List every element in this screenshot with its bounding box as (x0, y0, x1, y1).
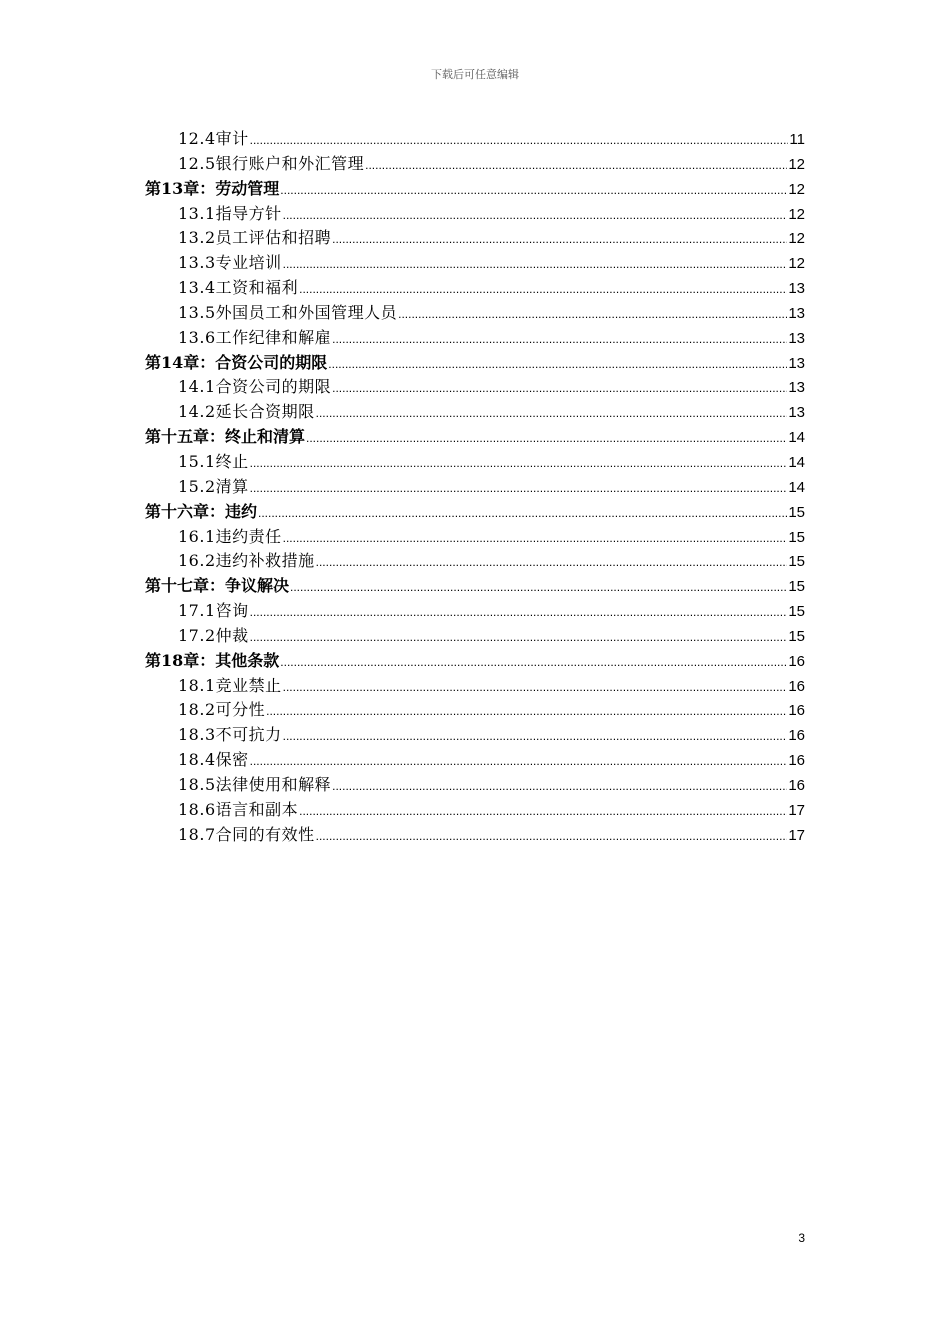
toc-entry-title: 14.1合资公司的期限 (178, 377, 332, 397)
toc-dot-leader (283, 252, 788, 277)
toc-entry[interactable] (145, 723, 805, 748)
toc-entry[interactable] (145, 525, 805, 550)
toc-entry-title: 第13章：劳动管理 (145, 178, 280, 198)
toc-dot-leader (332, 227, 787, 252)
toc-entry[interactable] (145, 773, 805, 798)
page-number: 3 (798, 1231, 805, 1245)
toc-entry-page: 16 (788, 652, 805, 670)
toc-entry-title: 17.1咨询 (178, 601, 249, 621)
toc-entry-page: 14 (788, 453, 805, 471)
toc-dot-leader (398, 302, 787, 327)
toc-chapter-entry[interactable] (145, 649, 805, 674)
toc-entry-page: 13 (788, 379, 805, 397)
toc-dot-leader (250, 600, 788, 625)
toc-entry-title: 第18章：其他条款 (145, 650, 280, 670)
toc-dot-leader (283, 526, 788, 551)
toc-chapter-entry[interactable] (145, 500, 805, 525)
toc-entry-title: 16.1违约责任 (178, 526, 282, 546)
toc-chapter-entry[interactable] (145, 425, 805, 450)
toc-entry-title: 15.1终止 (178, 451, 249, 471)
toc-entry[interactable] (145, 301, 805, 326)
toc-entry-title: 18.4保密 (178, 750, 249, 770)
toc-entry-page: 17 (788, 801, 805, 819)
toc-entry-title: 13.2员工评估和招聘 (178, 228, 332, 248)
toc-entry-title: 第14章：合资公司的期限 (145, 352, 328, 372)
toc-dot-leader (283, 675, 788, 700)
toc-entry-title: 14.2延长合资期限 (178, 402, 315, 422)
toc-dot-leader (280, 178, 787, 203)
toc-entry[interactable] (145, 674, 805, 699)
toc-entry-title: 18.1竞业禁止 (178, 675, 282, 695)
toc-entry-title: 16.2违约补救措施 (178, 551, 315, 571)
toc-entry-page: 12 (788, 255, 805, 273)
toc-entry[interactable] (145, 202, 805, 227)
toc-entry-page: 15 (788, 627, 805, 645)
toc-entry-page: 15 (788, 503, 805, 521)
toc-entry-page: 13 (788, 329, 805, 347)
toc-chapter-entry[interactable] (145, 351, 805, 376)
toc-entry-page: 12 (788, 180, 805, 198)
toc-entry-page: 13 (788, 304, 805, 322)
toc-entry-page: 16 (788, 776, 805, 794)
toc-entry[interactable] (145, 127, 805, 152)
toc-entry-title: 13.1指导方针 (178, 203, 282, 223)
toc-entry-title: 18.7合同的有效性 (178, 824, 315, 844)
toc-dot-leader (290, 575, 787, 600)
toc-entry-title: 第十五章：终止和清算 (145, 427, 306, 447)
toc-dot-leader (266, 699, 787, 724)
toc-entry[interactable] (145, 226, 805, 251)
toc-entry-page: 17 (788, 826, 805, 844)
toc-entry[interactable] (145, 698, 805, 723)
toc-dot-leader (250, 451, 788, 476)
toc-dot-leader (332, 774, 787, 799)
table-of-contents (145, 127, 805, 847)
toc-entry-title: 12.5银行账户和外汇管理 (178, 153, 365, 173)
toc-entry-page: 15 (788, 528, 805, 546)
toc-entry-page: 15 (788, 603, 805, 621)
toc-entry-page: 16 (788, 702, 805, 720)
toc-chapter-entry[interactable] (145, 574, 805, 599)
toc-dot-leader (250, 476, 788, 501)
toc-entry[interactable] (145, 475, 805, 500)
toc-dot-leader (328, 352, 787, 377)
toc-dot-leader (250, 749, 788, 774)
toc-entry-title: 18.6语言和副本 (178, 799, 299, 819)
toc-dot-leader (250, 625, 788, 650)
toc-entry-page: 16 (788, 752, 805, 770)
toc-dot-leader (332, 327, 787, 352)
toc-dot-leader (250, 128, 789, 153)
toc-dot-leader (316, 550, 788, 575)
toc-entry-title: 13.4工资和福利 (178, 278, 299, 298)
toc-entry-page: 16 (788, 677, 805, 695)
toc-dot-leader (258, 501, 787, 526)
toc-entry[interactable] (145, 599, 805, 624)
toc-entry-page: 12 (788, 205, 805, 223)
toc-entry[interactable] (145, 798, 805, 823)
toc-entry[interactable] (145, 450, 805, 475)
toc-entry[interactable] (145, 748, 805, 773)
toc-dot-leader (299, 277, 787, 302)
toc-chapter-entry[interactable] (145, 177, 805, 202)
toc-entry[interactable] (145, 276, 805, 301)
toc-entry-page: 13 (788, 404, 805, 422)
toc-entry-page: 14 (788, 478, 805, 496)
toc-entry-page: 11 (789, 131, 805, 148)
toc-entry-title: 18.5法律使用和解释 (178, 774, 332, 794)
toc-entry-title: 13.6工作纪律和解雇 (178, 327, 332, 347)
toc-dot-leader (299, 799, 787, 824)
toc-entry-title: 17.2仲裁 (178, 625, 249, 645)
toc-entry-title: 13.5外国员工和外国管理人员 (178, 302, 398, 322)
toc-entry-page: 16 (788, 727, 805, 745)
page-header: 下载后可任意编辑 (431, 68, 519, 81)
toc-entry-title: 第十七章：争议解决 (145, 576, 290, 596)
toc-dot-leader (332, 376, 787, 401)
toc-dot-leader (283, 203, 788, 228)
toc-entry[interactable] (145, 624, 805, 649)
toc-entry[interactable] (145, 400, 805, 425)
toc-entry[interactable] (145, 549, 805, 574)
toc-entry-page: 12 (788, 230, 805, 248)
toc-dot-leader (316, 824, 788, 849)
toc-entry-page: 13 (788, 354, 805, 372)
toc-entry[interactable] (145, 152, 805, 177)
toc-entry-title: 15.2清算 (178, 476, 249, 496)
toc-entry-page: 15 (788, 553, 805, 571)
toc-entry-page: 14 (788, 429, 805, 447)
toc-dot-leader (365, 153, 787, 178)
toc-dot-leader (283, 724, 788, 749)
toc-entry[interactable] (145, 375, 805, 400)
toc-dot-leader (316, 401, 788, 426)
toc-entry-title: 13.3专业培训 (178, 253, 282, 273)
toc-entry-page: 15 (788, 578, 805, 596)
toc-entry-title: 18.3不可抗力 (178, 725, 282, 745)
toc-entry[interactable] (145, 326, 805, 351)
toc-entry-title: 第十六章：违约 (145, 501, 258, 521)
toc-dot-leader (306, 426, 787, 451)
toc-entry-page: 13 (788, 280, 805, 298)
toc-entry[interactable] (145, 823, 805, 848)
toc-entry-title: 12.4审计 (178, 129, 249, 148)
toc-dot-leader (280, 650, 787, 675)
toc-entry[interactable] (145, 251, 805, 276)
toc-entry-title: 18.2可分性 (178, 700, 266, 720)
toc-entry-page: 12 (788, 155, 805, 173)
